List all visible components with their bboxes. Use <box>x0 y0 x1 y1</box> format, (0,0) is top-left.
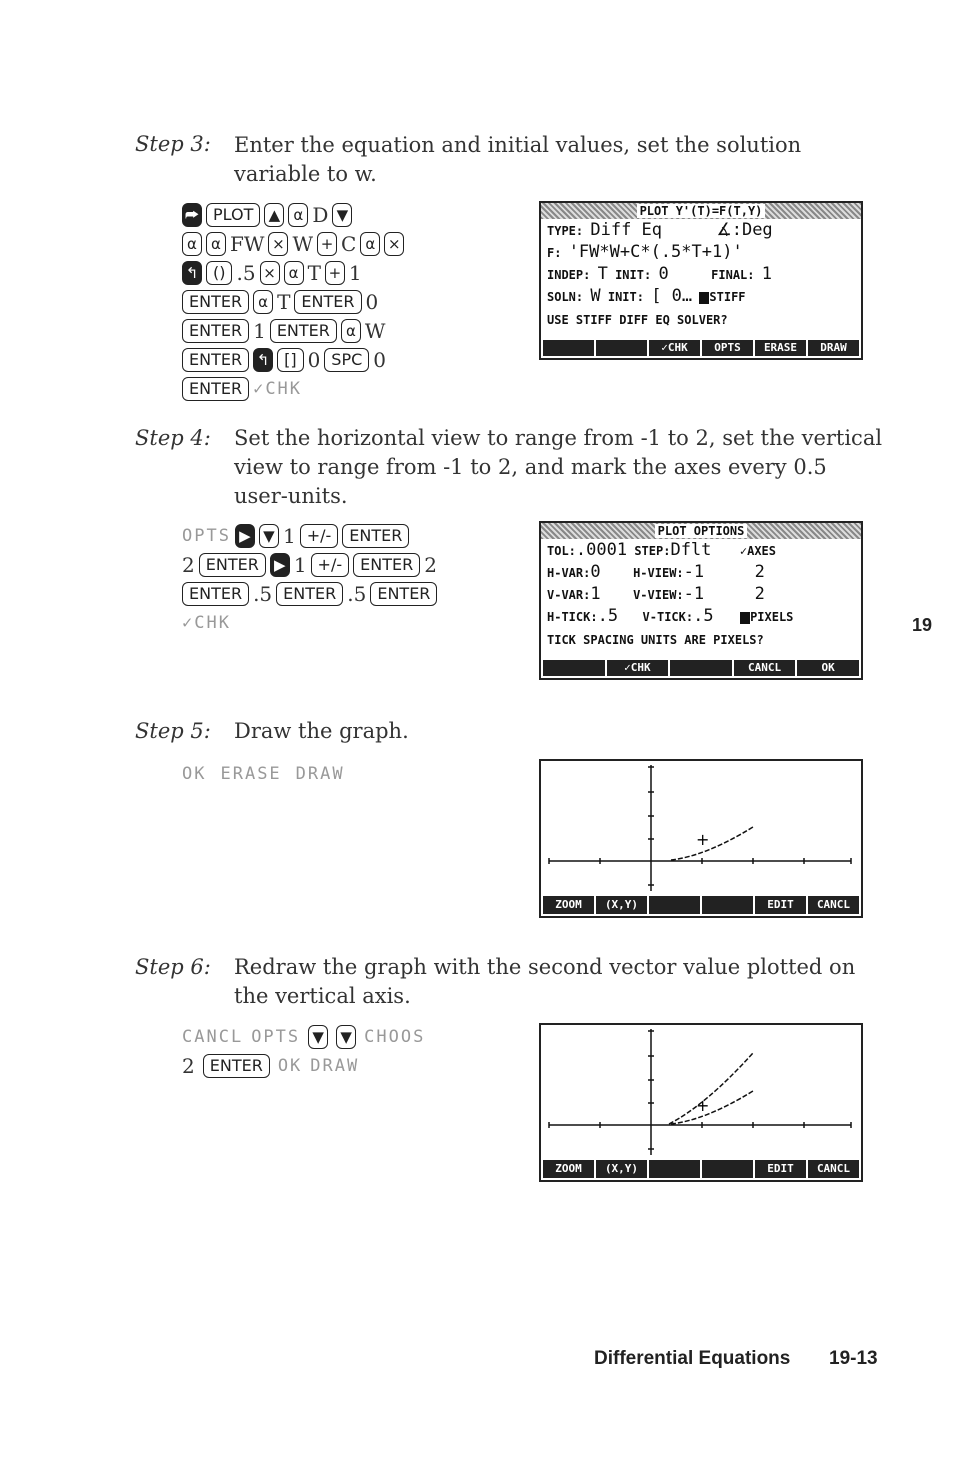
soln-field[interactable]: W <box>590 286 601 306</box>
step3-line2: variable to w. <box>234 162 377 186</box>
init-vector-field[interactable]: [ 0… <box>651 286 693 306</box>
step5-text: Draw the graph. <box>234 719 409 743</box>
ok-softkey[interactable]: OK <box>182 763 207 784</box>
parens-key[interactable]: () <box>206 261 232 285</box>
prompt: TICK SPACING UNITS ARE PIXELS? <box>547 633 764 647</box>
keyline <box>182 374 404 403</box>
step5-keystrokes <box>182 759 345 788</box>
key-text: 0 <box>307 347 321 372</box>
menu-edit[interactable]: EDIT <box>755 896 806 914</box>
step3-label: Step 3: <box>135 132 211 156</box>
menu-zoom[interactable]: ZOOM <box>543 896 594 914</box>
draw-softkey[interactable]: DRAW <box>310 1055 360 1076</box>
tick-row: H-TICK:.5 V-TICK:.5 PIXELS <box>547 606 794 626</box>
step6-text <box>234 953 855 1011</box>
spc-key[interactable]: SPC <box>324 348 369 372</box>
graph-2-plot <box>541 1025 861 1160</box>
step6-label: Step 6: <box>135 955 211 979</box>
page-number: 19-13 <box>829 1348 878 1369</box>
key-text: .5 <box>253 581 273 606</box>
menu-zoom[interactable]: ZOOM <box>543 1160 594 1178</box>
down-arrow-key[interactable]: ▼ <box>332 203 352 227</box>
tol-field[interactable]: .0001 <box>575 540 628 560</box>
step6-keystrokes <box>182 1022 425 1080</box>
graph-screen-1 <box>539 759 863 918</box>
alpha-key[interactable]: α <box>360 232 380 256</box>
down-arrow-key[interactable]: ▼ <box>259 524 279 548</box>
menu-ok[interactable]: OK <box>797 660 859 676</box>
keyline <box>182 258 404 287</box>
alpha-key[interactable]: α <box>206 232 226 256</box>
menu-key[interactable] <box>543 340 594 356</box>
right-arrow-key[interactable]: ▶ <box>270 553 290 577</box>
key-text: 1 <box>282 523 296 548</box>
step4-label: Step 4: <box>135 426 211 450</box>
alpha-key[interactable]: α <box>253 290 273 314</box>
vvar-field[interactable]: 1 <box>590 584 601 604</box>
opts-softkey[interactable]: OPTS <box>182 525 231 546</box>
step6-line2: the vertical axis. <box>234 984 411 1008</box>
vview-max-field[interactable]: 2 <box>754 584 765 604</box>
keyline <box>182 287 404 316</box>
enter-key[interactable]: ENTER <box>370 582 437 606</box>
enter-key[interactable]: ENTER <box>203 1054 270 1078</box>
keyline <box>182 345 404 374</box>
chk-softkey[interactable]: ✓CHK <box>253 378 303 399</box>
enter-key[interactable]: ENTER <box>270 319 337 343</box>
step4-line2: view to range from -1 to 2, and mark the axes every 0.5 <box>234 455 827 479</box>
cancl-softkey[interactable]: CANCL <box>182 1026 244 1047</box>
key-text: C <box>341 231 357 256</box>
key-text: .5 <box>236 260 256 285</box>
menu-cancl[interactable]: CANCL <box>808 1160 859 1178</box>
menu-key[interactable] <box>543 660 605 676</box>
menu-cancl[interactable]: CANCL <box>808 896 859 914</box>
key-text: W <box>364 318 386 343</box>
plus-minus-key[interactable]: +/- <box>311 553 350 577</box>
vtick-field[interactable]: .5 <box>693 606 714 626</box>
step5-label: Step 5: <box>135 719 211 743</box>
keyline <box>182 608 437 637</box>
step-field[interactable]: Dflt <box>670 540 712 560</box>
enter-key[interactable]: ENTER <box>182 348 249 372</box>
hview-max-field[interactable]: 2 <box>754 562 765 582</box>
cursor-crosshair[interactable]: + <box>696 830 710 849</box>
opts-softkey[interactable]: OPTS <box>251 1026 301 1047</box>
menu-edit[interactable]: EDIT <box>755 1160 806 1178</box>
soln-row: SOLN: W INIT: [ 0… STIFF <box>547 286 746 306</box>
solution-curve-2 <box>669 1053 753 1124</box>
soft-menu <box>543 340 859 356</box>
enter-key[interactable]: ENTER <box>182 377 249 401</box>
menu-key[interactable] <box>670 660 732 676</box>
enter-key[interactable]: ENTER <box>182 319 249 343</box>
menu-xy[interactable]: (X,Y) <box>596 1160 647 1178</box>
keyline <box>182 1022 425 1051</box>
graph-1-plot <box>541 761 861 896</box>
keyline <box>182 229 404 258</box>
key-text: 0 <box>373 347 387 372</box>
key-text: 2 <box>182 552 195 577</box>
plot-menu <box>543 896 859 914</box>
alpha-key[interactable]: α <box>284 261 304 285</box>
menu-key[interactable] <box>596 340 647 356</box>
left-shift-key[interactable]: ↰ <box>182 261 202 285</box>
init-field[interactable]: 0 <box>658 264 669 284</box>
screen-title: PLOT Y'(T)=F(T,Y) <box>541 203 861 219</box>
menu-xy[interactable]: (X,Y) <box>596 896 647 914</box>
step4-text <box>234 424 882 511</box>
menu-key[interactable] <box>702 1160 753 1178</box>
indep-field[interactable]: T <box>597 264 608 284</box>
erase-softkey[interactable]: ERASE <box>220 763 282 784</box>
key-text: 0 <box>365 289 379 314</box>
step6-line1: Redraw the graph with the second vector value plotted on <box>234 955 856 979</box>
hvar-row: H-VAR:0 H-VIEW:-1 2 <box>547 562 765 582</box>
alpha-key[interactable]: α <box>341 319 361 343</box>
key-text: W <box>292 231 313 256</box>
multiply-key[interactable]: × <box>268 232 288 256</box>
up-arrow-key[interactable]: ▲ <box>264 203 284 227</box>
enter-key[interactable]: ENTER <box>276 582 343 606</box>
chk-softkey[interactable]: ✓CHK <box>182 612 231 633</box>
keyline <box>182 1051 425 1080</box>
menu-cancl[interactable]: CANCL <box>734 660 796 676</box>
key-text: 1 <box>348 260 362 285</box>
keyline <box>182 550 437 579</box>
enter-key[interactable]: ENTER <box>342 524 409 548</box>
menu-erase[interactable]: ERASE <box>755 340 806 356</box>
plus-key[interactable]: + <box>325 261 345 285</box>
cursor-crosshair[interactable]: + <box>696 1096 710 1115</box>
down-arrow-key[interactable]: ▼ <box>308 1025 328 1049</box>
keyline <box>182 200 404 229</box>
enter-key[interactable]: ENTER <box>182 290 249 314</box>
menu-chk[interactable]: ✓CHK <box>649 340 700 356</box>
plot-form-screen <box>539 201 863 360</box>
step4-line3: user-units. <box>234 484 348 508</box>
final-field[interactable]: 1 <box>761 264 772 284</box>
step3-line1: Enter the equation and initial values, set the solution <box>234 133 802 157</box>
menu-chk[interactable]: ✓CHK <box>607 660 669 676</box>
vview-min-field[interactable]: -1 <box>683 584 705 604</box>
step4-line1: Set the horizontal view to range from -1 to 2, set the vertical <box>234 426 883 450</box>
keyline <box>182 521 437 550</box>
stiff-checkbox[interactable] <box>699 292 709 304</box>
screen-title: PLOT OPTIONS <box>541 523 861 539</box>
down-arrow-key[interactable]: ▼ <box>336 1025 356 1049</box>
brackets-key[interactable]: [] <box>277 348 303 372</box>
key-text: T <box>307 260 321 285</box>
plus-key[interactable]: + <box>317 232 337 256</box>
enter-key[interactable]: ENTER <box>182 582 249 606</box>
plot-key[interactable]: PLOT <box>206 203 260 227</box>
axes-checkbox[interactable]: ✓AXES <box>739 544 776 558</box>
ok-softkey[interactable]: OK <box>277 1055 303 1076</box>
key-text: 1 <box>253 318 266 343</box>
enter-key[interactable]: ENTER <box>294 290 361 314</box>
menu-key[interactable] <box>649 896 700 914</box>
alpha-key[interactable]: α <box>182 232 202 256</box>
indep-row: INDEP: T INIT: 0 FINAL: 1 <box>547 264 772 284</box>
left-shift-key[interactable]: ↰ <box>253 348 273 372</box>
draw-softkey[interactable]: DRAW <box>295 763 345 784</box>
tol-row: TOL:.0001 STEP:Dflt ✓AXES <box>547 540 776 560</box>
soft-menu <box>543 660 859 676</box>
menu-key[interactable] <box>649 1160 700 1178</box>
right-shift-key[interactable]: ⮫ <box>182 203 202 227</box>
vvar-row: V-VAR:1 V-VIEW:-1 2 <box>547 584 765 604</box>
plot-options-screen <box>539 521 863 680</box>
enter-key[interactable]: ENTER <box>199 553 266 577</box>
key-text: .5 <box>347 581 367 606</box>
key-text: 1 <box>293 552 307 577</box>
step4-keystrokes <box>182 521 437 637</box>
graph-screen-2 <box>539 1023 863 1182</box>
plus-minus-key[interactable]: +/- <box>300 524 339 548</box>
key-text: D <box>312 202 329 227</box>
multiply-key[interactable]: × <box>384 232 404 256</box>
f-field[interactable]: 'FW*W+C*(.5*T+1)' <box>568 242 743 262</box>
alpha-key[interactable]: α <box>288 203 308 227</box>
hvar-field[interactable]: 0 <box>590 562 601 582</box>
step3-keystrokes <box>182 200 404 403</box>
keyline <box>182 579 437 608</box>
right-arrow-key[interactable]: ▶ <box>235 524 255 548</box>
hview-min-field[interactable]: -1 <box>683 562 705 582</box>
type-row: TYPE: Diff Eq ∡:Deg <box>547 220 773 240</box>
enter-key[interactable]: ENTER <box>353 553 420 577</box>
key-text: 2 <box>182 1053 195 1078</box>
plot-menu <box>543 1160 859 1178</box>
multiply-key[interactable]: × <box>260 261 280 285</box>
choos-softkey[interactable]: CHOOS <box>364 1026 426 1047</box>
step3-text <box>234 131 801 189</box>
menu-draw[interactable]: DRAW <box>808 340 859 356</box>
key-text: T <box>277 289 291 314</box>
keyline <box>182 316 404 345</box>
key-text: 2 <box>424 552 437 577</box>
key-text: FW <box>230 231 265 256</box>
prompt: USE STIFF DIFF EQ SOLVER? <box>547 313 728 327</box>
f-row: F: 'FW*W+C*(.5*T+1)' <box>547 242 743 262</box>
angle-field[interactable]: ∡:Deg <box>716 220 773 240</box>
menu-opts[interactable]: OPTS <box>702 340 753 356</box>
solution-curve <box>671 827 753 860</box>
solution-curve-1 <box>671 1091 753 1124</box>
menu-key[interactable] <box>702 896 753 914</box>
footer-title: Differential Equations <box>594 1348 791 1369</box>
htick-field[interactable]: .5 <box>597 606 619 626</box>
pixels-checkbox[interactable] <box>740 612 750 624</box>
type-field[interactable]: Diff Eq <box>590 220 663 240</box>
chapter-tab: 19 <box>912 615 933 635</box>
